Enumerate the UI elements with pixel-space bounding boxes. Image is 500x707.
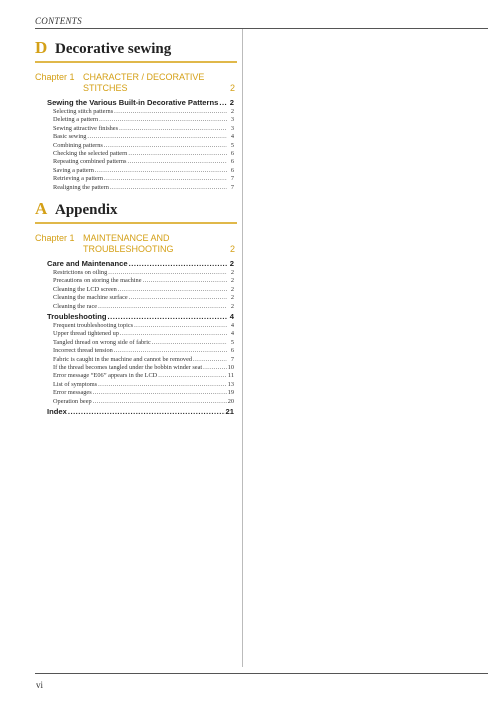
toc-entry[interactable] [35, 116, 237, 124]
toc-entry-care-and-maintenance[interactable] [35, 258, 237, 269]
running-header: CONTENTS [35, 16, 82, 26]
toc-entry-page: 10 [227, 364, 234, 372]
toc-entry[interactable] [35, 347, 237, 355]
chapter-page: 2 [229, 244, 235, 254]
toc-entry-page: 21 [225, 407, 234, 417]
toc-entry-title: Sewing the Various Built-in Decorative Patterns [47, 98, 219, 107]
chapter-title: CHARACTER / DECORATIVE STITCHES [83, 72, 205, 93]
toc-entry[interactable] [35, 150, 237, 158]
toc-entry[interactable] [35, 322, 237, 330]
toc-entry-page: 2 [229, 98, 234, 107]
page-number: vi [36, 680, 44, 690]
column-divider [242, 29, 243, 667]
toc-entry-page: 2 [229, 259, 234, 268]
toc-entry-page: 5 [230, 141, 234, 149]
chapter-label: Chapter 1 [35, 72, 75, 82]
toc-entry[interactable] [35, 269, 237, 277]
toc-entry[interactable] [35, 175, 237, 183]
toc-entry-title: Troubleshooting [47, 312, 107, 322]
toc-entry-page: 7 [230, 183, 234, 191]
toc-entry[interactable] [35, 330, 237, 338]
footer-rule [35, 673, 488, 674]
toc-entry-page: 11 [227, 372, 234, 380]
toc-entry-title: Restrictions on oiling [53, 269, 108, 276]
header-rule [35, 28, 488, 29]
toc-entry-page: 13 [227, 380, 234, 388]
toc-entry-page: 7 [230, 175, 234, 183]
toc-entry-title: Cleaning the race [53, 302, 98, 310]
toc-entry-title: Incorrect thread tension [53, 347, 113, 355]
section-rule [35, 61, 237, 63]
toc-entry-page: 19 [227, 389, 234, 397]
toc-entry-sewing-decorative-patterns[interactable] [35, 97, 237, 108]
toc-entry-page: 6 [230, 347, 234, 355]
toc-entry-title: Precautions on storing the machine [53, 277, 142, 285]
toc-entry-title: Operation beep [53, 397, 92, 405]
section-title: Appendix [55, 202, 118, 218]
toc-entry[interactable] [35, 389, 237, 397]
toc-entry-title: Basic sewing [53, 133, 87, 141]
toc-entry[interactable] [35, 108, 237, 116]
section-decorative-sewing [35, 38, 237, 63]
section-letter: D [35, 38, 48, 57]
toc-entry-title: Realigning the pattern [53, 183, 109, 191]
toc-entry-page: 5 [230, 338, 234, 346]
toc-chapter-block [35, 233, 237, 417]
section-heading [35, 199, 237, 219]
toc-entry-title: Tangled thread on wrong side of fabric [53, 338, 151, 346]
toc-entry-page: 2 [230, 277, 234, 285]
section-letter: A [35, 199, 48, 218]
toc-entry-page: 2 [230, 285, 234, 293]
toc-entry-title: Error messages [53, 389, 92, 397]
toc-entry-page: 6 [230, 150, 234, 158]
toc-entry[interactable] [35, 303, 237, 311]
toc-entry-title: Saving a pattern [53, 166, 94, 174]
toc-entry[interactable] [35, 184, 237, 192]
toc-entry-page: 6 [230, 158, 234, 166]
chapter-label: Chapter 1 [35, 233, 75, 243]
toc-entry[interactable] [35, 364, 237, 372]
toc-entry-title: If the thread becomes tangled under the bobbin winder seat [53, 364, 203, 372]
toc-entry-troubleshooting[interactable] [35, 311, 237, 322]
toc-entry-page: 7 [230, 355, 234, 363]
chapter-heading[interactable] [35, 233, 237, 255]
toc-entry-title: Fabric is caught in the machine and cannot be removed [53, 355, 193, 363]
section-rule [35, 222, 237, 224]
toc-entry[interactable] [35, 167, 237, 175]
toc-entry[interactable] [35, 398, 237, 406]
toc-entry[interactable] [35, 356, 237, 364]
toc-entry-title: Index [47, 407, 67, 417]
toc-entry-title: Repeating combined patterns [53, 158, 127, 166]
toc-entry[interactable] [35, 286, 237, 294]
toc-entry[interactable] [35, 372, 237, 380]
toc-entry-page: 3 [230, 124, 234, 132]
toc-entry-page: 2 [230, 302, 234, 310]
toc-entry-title: Error message “E06” appears in the LCD [53, 372, 158, 380]
toc-entry-page: 4 [230, 330, 234, 338]
section-appendix [35, 199, 237, 224]
toc-entry-page: 20 [227, 397, 234, 405]
toc-entry-title: Cleaning the machine surface [53, 294, 128, 302]
toc-entry[interactable] [35, 142, 237, 150]
toc-entry-title: Care and Maintenance [47, 259, 128, 268]
toc-entry-title: Cleaning the LCD screen [53, 285, 117, 293]
chapter-page: 2 [229, 83, 235, 93]
toc-entry-page: 4 [229, 312, 234, 322]
section-title: Decorative sewing [55, 41, 172, 57]
toc-chapter-block [35, 72, 237, 192]
toc-entry-page: 2 [230, 269, 234, 276]
toc-entry-page: 3 [230, 116, 234, 124]
toc-entry-page: 2 [230, 108, 234, 115]
toc-entry-title: List of symptoms [53, 380, 98, 388]
toc-entry[interactable] [35, 125, 237, 133]
toc-entry-title: Upper thread tightened up [53, 330, 119, 338]
toc-entry[interactable] [35, 381, 237, 389]
toc-entry[interactable] [35, 277, 237, 285]
toc-entry-title: Sewing attractive finishes [53, 124, 119, 132]
section-heading [35, 38, 237, 58]
toc-entry-title: Combining patterns [53, 141, 103, 149]
toc-entry-title: Retrieving a pattern [53, 175, 104, 183]
chapter-heading[interactable] [35, 72, 237, 94]
toc-entry[interactable] [35, 339, 237, 347]
toc-entry-title: Checking the selected pattern [53, 150, 128, 158]
toc-entry[interactable] [35, 158, 237, 166]
toc-entry-index[interactable] [35, 406, 237, 417]
toc-entry-page: 6 [230, 166, 234, 174]
toc-entry-page: 4 [230, 133, 234, 141]
chapter-title: MAINTENANCE AND TROUBLESHOOTING [83, 233, 174, 254]
toc-entry[interactable] [35, 294, 237, 302]
toc-entry[interactable] [35, 133, 237, 141]
toc-entry-title: Deleting a pattern [53, 116, 99, 124]
toc-entry-title: Frequent troubleshooting topics [53, 322, 134, 330]
toc-entry-title: Selecting stitch patterns [53, 108, 114, 115]
toc-entry-page: 4 [230, 322, 234, 330]
toc-entry-page: 2 [230, 294, 234, 302]
